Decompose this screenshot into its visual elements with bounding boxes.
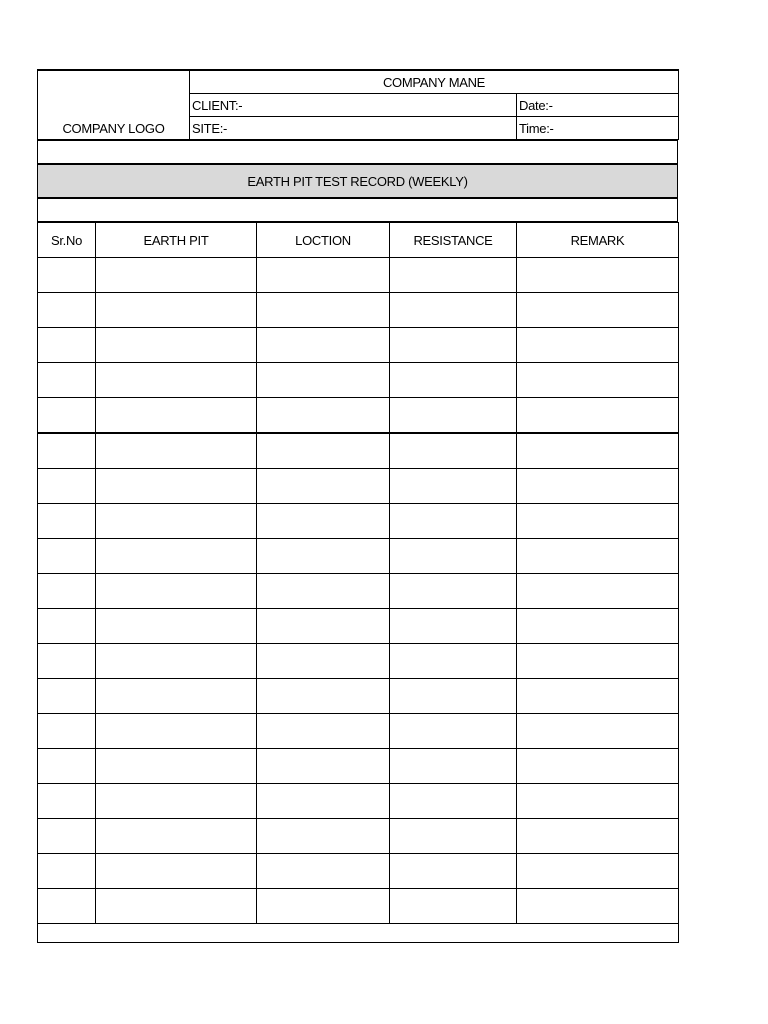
resistance-cell[interactable]	[390, 784, 517, 819]
sr-no-cell[interactable]	[38, 398, 96, 434]
column-header-row	[38, 223, 679, 258]
title-bar	[37, 164, 678, 198]
table-row	[38, 574, 679, 609]
sr-no-cell[interactable]	[38, 609, 96, 644]
remark-cell[interactable]	[517, 363, 679, 398]
resistance-cell[interactable]	[390, 714, 517, 749]
resistance-cell[interactable]	[390, 504, 517, 539]
sr-no-cell[interactable]	[38, 433, 96, 469]
resistance-cell[interactable]	[390, 328, 517, 363]
remark-cell[interactable]	[517, 539, 679, 574]
date-field[interactable]: Date:-	[517, 94, 679, 117]
earth-pit-cell[interactable]	[96, 504, 257, 539]
remark-cell[interactable]	[517, 889, 679, 924]
earth-pit-cell[interactable]	[96, 398, 257, 434]
sr-no-cell[interactable]	[38, 854, 96, 889]
table-row	[38, 258, 679, 293]
location-cell[interactable]	[257, 258, 390, 293]
sr-no-cell[interactable]	[38, 574, 96, 609]
header-table	[37, 69, 679, 140]
resistance-cell[interactable]	[390, 363, 517, 398]
col-header-resistance: RESISTANCE	[390, 223, 517, 258]
earth-pit-cell[interactable]	[96, 258, 257, 293]
resistance-cell[interactable]	[390, 749, 517, 784]
sr-no-cell[interactable]	[38, 293, 96, 328]
resistance-cell[interactable]	[390, 644, 517, 679]
sr-no-cell[interactable]	[38, 363, 96, 398]
table-row	[38, 504, 679, 539]
location-cell[interactable]	[257, 293, 390, 328]
table-row	[38, 784, 679, 819]
earth-pit-cell[interactable]	[96, 714, 257, 749]
sr-no-cell[interactable]	[38, 469, 96, 504]
remark-cell[interactable]	[517, 609, 679, 644]
remark-cell[interactable]	[517, 258, 679, 293]
resistance-cell[interactable]	[390, 258, 517, 293]
site-field[interactable]: SITE:-	[190, 117, 517, 140]
table-row	[38, 469, 679, 504]
company-name: COMPANY MANE	[190, 70, 679, 94]
resistance-cell[interactable]	[390, 574, 517, 609]
earth-pit-cell[interactable]	[96, 539, 257, 574]
earth-pit-cell[interactable]	[96, 574, 257, 609]
remark-cell[interactable]	[517, 714, 679, 749]
remark-cell[interactable]	[517, 398, 679, 434]
table-row	[38, 644, 679, 679]
earth-pit-cell[interactable]	[96, 609, 257, 644]
remark-cell[interactable]	[517, 293, 679, 328]
location-cell[interactable]	[257, 609, 390, 644]
table-row	[38, 889, 679, 924]
earth-pit-cell[interactable]	[96, 679, 257, 714]
remark-cell[interactable]	[517, 854, 679, 889]
location-cell[interactable]	[257, 504, 390, 539]
resistance-cell[interactable]	[390, 398, 517, 434]
table-row	[38, 293, 679, 328]
location-cell[interactable]	[257, 539, 390, 574]
resistance-cell[interactable]	[390, 609, 517, 644]
earth-pit-cell[interactable]	[96, 889, 257, 924]
resistance-cell[interactable]	[390, 819, 517, 854]
location-cell[interactable]	[257, 889, 390, 924]
location-cell[interactable]	[257, 328, 390, 363]
earth-pit-cell[interactable]	[96, 784, 257, 819]
remark-cell[interactable]	[517, 469, 679, 504]
resistance-cell[interactable]	[390, 889, 517, 924]
location-cell[interactable]	[257, 644, 390, 679]
sr-no-cell[interactable]	[38, 819, 96, 854]
location-cell[interactable]	[257, 679, 390, 714]
sr-no-cell[interactable]	[38, 644, 96, 679]
time-field[interactable]: Time:-	[517, 117, 679, 140]
sr-no-cell[interactable]	[38, 784, 96, 819]
company-logo: COMPANY LOGO	[38, 70, 190, 140]
resistance-cell[interactable]	[390, 679, 517, 714]
resistance-cell[interactable]	[390, 433, 517, 469]
footer-cell	[38, 924, 679, 943]
table-row	[38, 363, 679, 398]
sr-no-cell[interactable]	[38, 714, 96, 749]
resistance-cell[interactable]	[390, 293, 517, 328]
sr-no-cell[interactable]	[38, 749, 96, 784]
location-cell[interactable]	[257, 363, 390, 398]
earth-pit-cell[interactable]	[96, 819, 257, 854]
table-row	[38, 749, 679, 784]
spacer-cell	[38, 141, 678, 164]
remark-cell[interactable]	[517, 819, 679, 854]
earth-pit-cell[interactable]	[96, 749, 257, 784]
sr-no-cell[interactable]	[38, 504, 96, 539]
footer-row	[38, 924, 679, 943]
spacer-cell	[38, 199, 678, 222]
record-grid	[37, 222, 679, 943]
table-row	[38, 433, 679, 469]
col-header-sr-no: Sr.No	[38, 223, 96, 258]
remark-cell[interactable]	[517, 328, 679, 363]
table-row	[38, 854, 679, 889]
spacer-row	[37, 140, 678, 164]
table-row	[38, 539, 679, 574]
remark-cell[interactable]	[517, 504, 679, 539]
sr-no-cell[interactable]	[38, 679, 96, 714]
table-row	[38, 819, 679, 854]
earth-pit-cell[interactable]	[96, 644, 257, 679]
earth-pit-cell[interactable]	[96, 363, 257, 398]
location-cell[interactable]	[257, 819, 390, 854]
resistance-cell[interactable]	[390, 854, 517, 889]
location-cell[interactable]	[257, 574, 390, 609]
table-row	[38, 398, 679, 434]
resistance-cell[interactable]	[390, 469, 517, 504]
col-header-earth-pit: EARTH PIT	[96, 223, 257, 258]
resistance-cell[interactable]	[390, 539, 517, 574]
earth-pit-cell[interactable]	[96, 854, 257, 889]
remark-cell[interactable]	[517, 574, 679, 609]
table-row	[38, 679, 679, 714]
location-cell[interactable]	[257, 714, 390, 749]
earth-pit-cell[interactable]	[96, 293, 257, 328]
remark-cell[interactable]	[517, 433, 679, 469]
table-row	[38, 328, 679, 363]
remark-cell[interactable]	[517, 749, 679, 784]
spacer-row	[37, 198, 678, 222]
location-cell[interactable]	[257, 469, 390, 504]
sr-no-cell[interactable]	[38, 889, 96, 924]
earth-pit-cell[interactable]	[96, 433, 257, 469]
table-row	[38, 609, 679, 644]
earth-pit-cell[interactable]	[96, 328, 257, 363]
record-title: EARTH PIT TEST RECORD (WEEKLY)	[38, 165, 678, 198]
earth-pit-record-sheet	[37, 69, 678, 943]
location-cell[interactable]	[257, 784, 390, 819]
col-header-location: LOCTION	[257, 223, 390, 258]
sr-no-cell[interactable]	[38, 328, 96, 363]
client-field[interactable]: CLIENT:-	[190, 94, 517, 117]
earth-pit-cell[interactable]	[96, 469, 257, 504]
location-cell[interactable]	[257, 854, 390, 889]
col-header-remark: REMARK	[517, 223, 679, 258]
remark-cell[interactable]	[517, 644, 679, 679]
sr-no-cell[interactable]	[38, 539, 96, 574]
remark-cell[interactable]	[517, 784, 679, 819]
table-row	[38, 714, 679, 749]
location-cell[interactable]	[257, 749, 390, 784]
location-cell[interactable]	[257, 398, 390, 434]
remark-cell[interactable]	[517, 679, 679, 714]
location-cell[interactable]	[257, 433, 390, 469]
sr-no-cell[interactable]	[38, 258, 96, 293]
